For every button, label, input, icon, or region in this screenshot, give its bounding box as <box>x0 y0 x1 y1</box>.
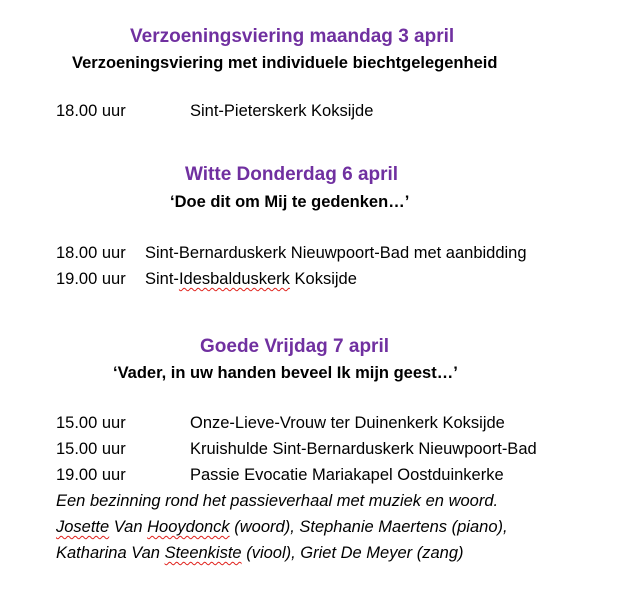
section-title-witte-donderdag: Witte Donderdag 6 april <box>185 164 399 185</box>
note-text: Van <box>109 518 148 536</box>
entry-place <box>145 270 357 289</box>
entry-time: 18.00 uur <box>56 244 126 262</box>
note-line-2 <box>56 518 508 537</box>
entry-place: Onze-Lieve-Vrouw ter Duinenkerk Koksijde <box>190 414 505 432</box>
spellcheck-marked-word: Hooydonck <box>147 518 230 536</box>
section-subtitle-witte-donderdag: ‘Doe dit om Mij te gedenken…’ <box>170 193 410 211</box>
entry-place: Sint-Bernarduskerk Nieuwpoort-Bad met aanbidding <box>145 244 527 262</box>
entry-place: Passie Evocatie Mariakapel Oostduinkerke <box>190 466 504 484</box>
entry-time: 15.00 uur <box>56 414 126 432</box>
spellcheck-marked-word: Idesbalduskerk <box>178 270 290 288</box>
section-subtitle-goede-vrijdag: ‘Vader, in uw handen beveel Ik mijn geest…’ <box>113 364 458 382</box>
section-title-verzoeningsviering: Verzoeningsviering maandag 3 april <box>130 26 455 47</box>
spellcheck-marked-word: Steenkiste <box>164 544 242 562</box>
spellcheck-marked-word: Josette <box>56 518 110 536</box>
entry-place-suffix: Koksijde <box>289 270 357 288</box>
entry-place: Kruishulde Sint-Bernarduskerk Nieuwpoort-Bad <box>190 440 537 458</box>
note-line-3 <box>56 544 464 563</box>
entry-place: Sint-Pieterskerk Koksijde <box>190 102 374 120</box>
entry-time: 15.00 uur <box>56 440 126 458</box>
note-text: (viool), Griet De Meyer (zang) <box>241 544 464 562</box>
entry-time: 19.00 uur <box>56 270 126 288</box>
section-subtitle-verzoeningsviering: Verzoeningsviering met individuele biechtgelegenheid <box>72 54 498 72</box>
entry-place-prefix: Sint- <box>145 270 179 288</box>
note-text: (woord), Stephanie Maertens (piano), <box>229 518 508 536</box>
section-title-goede-vrijdag: Goede Vrijdag 7 april <box>200 336 390 357</box>
note-text: Katharina Van <box>56 544 165 562</box>
note-line-1: Een bezinning rond het passieverhaal met muziek en woord. <box>56 492 499 510</box>
entry-time: 18.00 uur <box>56 102 126 120</box>
entry-time: 19.00 uur <box>56 466 126 484</box>
